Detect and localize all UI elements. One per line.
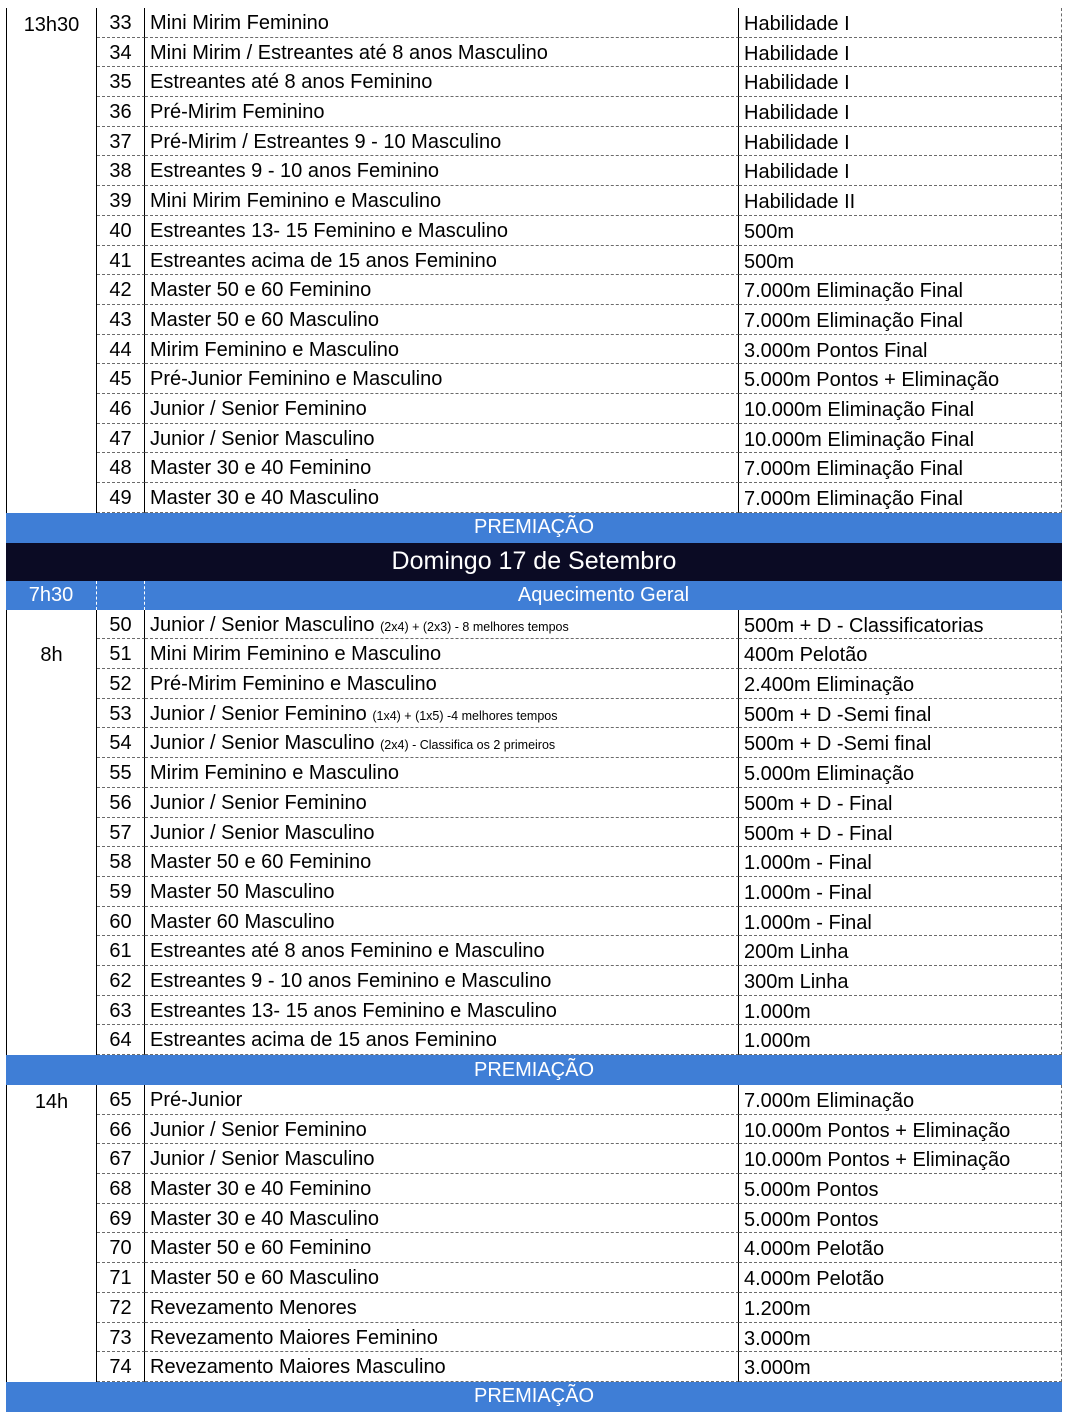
event-number: 65 (97, 1085, 145, 1115)
time-cell (6, 453, 97, 483)
event-category (145, 1204, 739, 1234)
event-distance: 500m + D -Semi final (739, 699, 1062, 729)
schedule-table (6, 8, 1062, 1412)
event-category-text: Estreantes acima de 15 anos Feminino (150, 249, 497, 272)
event-number: 42 (97, 275, 145, 305)
event-category (145, 818, 739, 848)
rows-8h (6, 610, 1062, 1055)
event-category-text: Junior / Senior Feminino (150, 791, 367, 814)
table-row (6, 424, 1062, 454)
event-number: 55 (97, 758, 145, 788)
event-number: 35 (97, 67, 145, 97)
event-category-text: Mirim Feminino e Masculino (150, 338, 399, 361)
event-category-text: Pré-Mirim / Estreantes 9 - 10 Masculino (150, 130, 502, 153)
event-category-text: Master 30 e 40 Feminino (150, 1178, 372, 1201)
event-distance: 4.000m Pelotão (739, 1263, 1062, 1293)
event-distance: Habilidade I (739, 67, 1062, 97)
block-13h30 (6, 8, 1062, 513)
event-number: 62 (97, 966, 145, 996)
event-distance: 500m + D - Final (739, 818, 1062, 848)
event-number: 40 (97, 216, 145, 246)
event-category (145, 127, 739, 157)
event-category (145, 936, 739, 966)
time-cell (6, 728, 97, 758)
warmup-row (6, 581, 1062, 610)
table-row (6, 38, 1062, 68)
time-cell (6, 127, 97, 157)
table-row (6, 1025, 1062, 1055)
block-14h (6, 1085, 1062, 1382)
event-distance: 300m Linha (739, 966, 1062, 996)
event-distance: Habilidade I (739, 156, 1062, 186)
time-cell (6, 1115, 97, 1145)
event-distance: 7.000m Eliminação Final (739, 483, 1062, 513)
event-number: 67 (97, 1144, 145, 1174)
event-distance: Habilidade I (739, 97, 1062, 127)
event-category-text: Mini Mirim Feminino e Masculino (150, 190, 442, 213)
event-note: (1x4) + (1x5) -4 melhores tempos (372, 708, 558, 723)
event-category-text: Mini Mirim / Estreantes até 8 anos Masculino (150, 41, 548, 64)
event-distance: 5.000m Eliminação (739, 758, 1062, 788)
event-category-text: Master 50 e 60 Feminino (150, 1237, 372, 1260)
table-row (6, 699, 1062, 729)
time-cell (6, 1144, 97, 1174)
event-number: 66 (97, 1115, 145, 1145)
event-number: 56 (97, 788, 145, 818)
event-category (145, 1115, 739, 1145)
event-number: 70 (97, 1233, 145, 1263)
table-row (6, 186, 1062, 216)
event-category (145, 8, 739, 38)
event-distance: 7.000m Eliminação (739, 1085, 1062, 1115)
event-category-text: Junior / Senior Feminino (150, 397, 367, 420)
event-category (145, 1352, 739, 1382)
table-row (6, 305, 1062, 335)
rows-14h (6, 1085, 1062, 1382)
time-cell (6, 1293, 97, 1323)
event-number: 33 (97, 8, 145, 38)
event-distance: 1.000m (739, 1025, 1062, 1055)
time-cell (6, 818, 97, 848)
warmup-num-spacer (97, 581, 145, 610)
event-category (145, 699, 739, 729)
event-category (145, 38, 739, 68)
event-number: 61 (97, 936, 145, 966)
event-distance: 1.000m (739, 996, 1062, 1026)
event-category-text: Pré-Junior (150, 1089, 243, 1111)
event-number: 60 (97, 907, 145, 937)
event-distance: 1.000m - Final (739, 847, 1062, 877)
event-number: 72 (97, 1293, 145, 1323)
table-row (6, 1323, 1062, 1353)
event-category (145, 1323, 739, 1353)
rows-13h30 (6, 8, 1062, 513)
event-distance: 2.400m Eliminação (739, 669, 1062, 699)
event-category-text: Estreantes até 8 anos Feminino e Masculino (150, 940, 545, 963)
event-number: 71 (97, 1263, 145, 1293)
event-distance: 1.200m (739, 1293, 1062, 1323)
event-number: 47 (97, 424, 145, 454)
table-row (6, 127, 1062, 157)
table-row (6, 788, 1062, 818)
event-category-text: Junior / Senior Feminino (150, 1118, 367, 1141)
event-category-text: Junior / Senior Masculino (150, 427, 375, 450)
event-category (145, 1263, 739, 1293)
event-category (145, 847, 739, 877)
event-number: 39 (97, 186, 145, 216)
time-cell (6, 156, 97, 186)
event-category (145, 1293, 739, 1323)
table-row (6, 67, 1062, 97)
table-row (6, 246, 1062, 276)
table-row (6, 1263, 1062, 1293)
time-cell (6, 788, 97, 818)
event-category-text: Master 50 e 60 Masculino (150, 308, 380, 331)
event-number: 49 (97, 483, 145, 513)
time-cell (6, 877, 97, 907)
event-distance: Habilidade I (739, 127, 1062, 157)
event-category-text: Junior / Senior Masculino (150, 732, 375, 755)
event-number: 34 (97, 38, 145, 68)
event-category (145, 728, 739, 758)
time-cell (6, 966, 97, 996)
event-distance: 5.000m Pontos (739, 1204, 1062, 1234)
time-cell (6, 67, 97, 97)
event-category (145, 669, 739, 699)
table-row (6, 1352, 1062, 1382)
table-row (6, 1174, 1062, 1204)
event-category (145, 97, 739, 127)
block-8h (6, 610, 1062, 1055)
table-row (6, 364, 1062, 394)
event-category (145, 246, 739, 276)
event-category (145, 877, 739, 907)
event-category-text: Pré-Mirim Feminino (150, 101, 325, 124)
time-label-8h: 8h (40, 643, 63, 666)
event-distance: 500m + D - Classificatorias (739, 610, 1062, 640)
event-category (145, 1233, 739, 1263)
event-category (145, 335, 739, 365)
time-cell (6, 216, 97, 246)
time-cell (6, 996, 97, 1026)
event-number: 58 (97, 847, 145, 877)
event-number: 68 (97, 1174, 145, 1204)
table-row (6, 1233, 1062, 1263)
table-row (6, 1144, 1062, 1174)
table-row (6, 1204, 1062, 1234)
time-cell (6, 186, 97, 216)
event-category-text: Master 50 Masculino (150, 880, 335, 903)
event-note: (2x4) - Classifica os 2 primeiros (380, 738, 556, 753)
event-number: 63 (97, 996, 145, 1026)
event-number: 36 (97, 97, 145, 127)
event-distance: 1.000m - Final (739, 877, 1062, 907)
event-category (145, 453, 739, 483)
table-row (6, 335, 1062, 365)
table-row (6, 610, 1062, 640)
event-category (145, 216, 739, 246)
event-category (145, 186, 739, 216)
table-row (6, 8, 1062, 38)
time-cell (6, 758, 97, 788)
event-distance: 500m + D - Final (739, 788, 1062, 818)
time-cell (6, 38, 97, 68)
warmup-label: Aquecimento Geral (517, 583, 690, 606)
event-category-text: Master 50 e 60 Feminino (150, 851, 372, 874)
event-category (145, 1025, 739, 1055)
time-cell (6, 669, 97, 699)
event-number: 52 (97, 669, 145, 699)
event-category-text: Estreantes acima de 15 anos Feminino (150, 1029, 497, 1052)
event-category (145, 275, 739, 305)
event-distance: Habilidade I (739, 38, 1062, 68)
event-distance: 10.000m Pontos + Eliminação (739, 1144, 1062, 1174)
time-cell (6, 335, 97, 365)
event-category-text: Junior / Senior Masculino (150, 821, 375, 844)
time-cell (6, 394, 97, 424)
event-category-text: Estreantes 13- 15 anos Feminino e Masculino (150, 999, 557, 1022)
event-number: 74 (97, 1352, 145, 1382)
event-category-text: Mirim Feminino e Masculino (150, 762, 399, 785)
event-category-text: Estreantes 9 - 10 anos Feminino e Masculino (150, 969, 552, 992)
time-cell (6, 1263, 97, 1293)
time-cell (6, 847, 97, 877)
event-number: 37 (97, 127, 145, 157)
time-cell (6, 907, 97, 937)
event-category (145, 483, 739, 513)
event-category-text: Junior / Senior Masculino (150, 1148, 375, 1171)
event-distance: 3.000m Pontos Final (739, 335, 1062, 365)
event-category-text: Estreantes 13- 15 Feminino e Masculino (150, 219, 508, 242)
table-row (6, 907, 1062, 937)
time-cell (6, 610, 97, 640)
event-distance: 1.000m - Final (739, 907, 1062, 937)
table-row (6, 728, 1062, 758)
event-category (145, 67, 739, 97)
event-number: 69 (97, 1204, 145, 1234)
time-cell (6, 936, 97, 966)
event-category (145, 424, 739, 454)
event-distance: 7.000m Eliminação Final (739, 275, 1062, 305)
table-row (6, 818, 1062, 848)
event-distance: 3.000m (739, 1352, 1062, 1382)
event-category-text: Pré-Mirim Feminino e Masculino (150, 673, 437, 696)
event-distance: 500m (739, 246, 1062, 276)
event-number: 48 (97, 453, 145, 483)
event-number: 53 (97, 699, 145, 729)
event-category-text: Pré-Junior Feminino e Masculino (150, 368, 443, 391)
table-row (6, 1115, 1062, 1145)
event-distance: Habilidade II (739, 186, 1062, 216)
event-category-text: Master 50 e 60 Feminino (150, 279, 372, 302)
event-category (145, 788, 739, 818)
time-cell (6, 483, 97, 513)
event-category-text: Master 30 e 40 Masculino (150, 1207, 380, 1230)
event-number: 50 (97, 610, 145, 640)
table-row (6, 394, 1062, 424)
event-category-text: Mini Mirim Feminino e Masculino (150, 643, 442, 666)
table-row (6, 758, 1062, 788)
event-category (145, 639, 739, 669)
table-row (6, 1293, 1062, 1323)
event-distance: Habilidade I (739, 8, 1062, 38)
time-cell (6, 275, 97, 305)
event-distance: 10.000m Eliminação Final (739, 394, 1062, 424)
table-row (6, 966, 1062, 996)
event-category (145, 758, 739, 788)
event-category-text: Master 60 Masculino (150, 910, 335, 933)
event-category-text: Master 50 e 60 Masculino (150, 1267, 380, 1290)
event-category-text: Mini Mirim Feminino (150, 12, 329, 34)
event-category (145, 996, 739, 1026)
time-cell (6, 1233, 97, 1263)
table-row (6, 453, 1062, 483)
event-distance: 7.000m Eliminação Final (739, 305, 1062, 335)
event-category (145, 1085, 739, 1115)
event-distance: 10.000m Pontos + Eliminação (739, 1115, 1062, 1145)
event-number: 46 (97, 394, 145, 424)
time-cell (6, 1174, 97, 1204)
event-category (145, 394, 739, 424)
event-number: 41 (97, 246, 145, 276)
time-cell (6, 424, 97, 454)
event-category-text: Junior / Senior Masculino (150, 613, 375, 636)
event-number: 45 (97, 364, 145, 394)
table-row (6, 639, 1062, 669)
table-row (6, 156, 1062, 186)
event-distance: 4.000m Pelotão (739, 1233, 1062, 1263)
table-row (6, 1085, 1062, 1115)
table-row (6, 216, 1062, 246)
table-row (6, 483, 1062, 513)
premiacao-band: PREMIAÇÃO (6, 1055, 1062, 1085)
event-category-text: Junior / Senior Feminino (150, 702, 367, 725)
event-category-text: Revezamento Maiores Masculino (150, 1356, 446, 1379)
event-distance: 500m + D -Semi final (739, 728, 1062, 758)
time-cell (6, 305, 97, 335)
time-cell (6, 364, 97, 394)
event-category (145, 156, 739, 186)
table-row (6, 97, 1062, 127)
event-category (145, 966, 739, 996)
time-cell (6, 97, 97, 127)
event-distance: 10.000m Eliminação Final (739, 424, 1062, 454)
event-category (145, 907, 739, 937)
event-number: 73 (97, 1323, 145, 1353)
event-distance: 3.000m (739, 1323, 1062, 1353)
time-cell (6, 699, 97, 729)
event-category-text: Master 30 e 40 Feminino (150, 457, 372, 480)
event-category-text: Master 30 e 40 Masculino (150, 487, 380, 509)
event-distance: 7.000m Eliminação Final (739, 453, 1062, 483)
event-distance: 200m Linha (739, 936, 1062, 966)
day-header: Domingo 17 de Setembro (6, 543, 1062, 581)
event-category (145, 305, 739, 335)
event-category-text: Revezamento Maiores Feminino (150, 1326, 438, 1349)
time-cell (6, 246, 97, 276)
event-note: (2x4) + (2x3) - 8 melhores tempos (380, 619, 569, 634)
event-category-text: Revezamento Menores (150, 1296, 357, 1319)
event-number: 64 (97, 1025, 145, 1055)
time-cell (6, 1204, 97, 1234)
premiacao-band: PREMIAÇÃO (6, 513, 1062, 543)
event-distance: 5.000m Pontos + Eliminação (739, 364, 1062, 394)
event-number: 51 (97, 639, 145, 669)
time-label-14h: 14h (34, 1091, 69, 1113)
table-row (6, 669, 1062, 699)
time-cell (6, 1352, 97, 1382)
event-category-text: Estreantes 9 - 10 anos Feminino (150, 160, 440, 183)
event-number: 38 (97, 156, 145, 186)
table-row (6, 877, 1062, 907)
event-category (145, 610, 739, 640)
event-distance: 500m (739, 216, 1062, 246)
event-distance: 5.000m Pontos (739, 1174, 1062, 1204)
event-number: 43 (97, 305, 145, 335)
table-row (6, 936, 1062, 966)
event-number: 44 (97, 335, 145, 365)
table-row (6, 847, 1062, 877)
table-row (6, 996, 1062, 1026)
event-number: 57 (97, 818, 145, 848)
time-cell (6, 1025, 97, 1055)
event-category-text: Estreantes até 8 anos Feminino (150, 71, 433, 94)
event-category (145, 1174, 739, 1204)
event-category (145, 1144, 739, 1174)
event-category (145, 364, 739, 394)
event-number: 54 (97, 728, 145, 758)
time-cell (6, 1323, 97, 1353)
table-row (6, 275, 1062, 305)
event-number: 59 (97, 877, 145, 907)
event-distance: 400m Pelotão (739, 639, 1062, 669)
premiacao-band: PREMIAÇÃO (6, 1382, 1062, 1412)
time-label-13h30: 13h30 (23, 14, 80, 36)
warmup-time: 7h30 (6, 581, 97, 610)
